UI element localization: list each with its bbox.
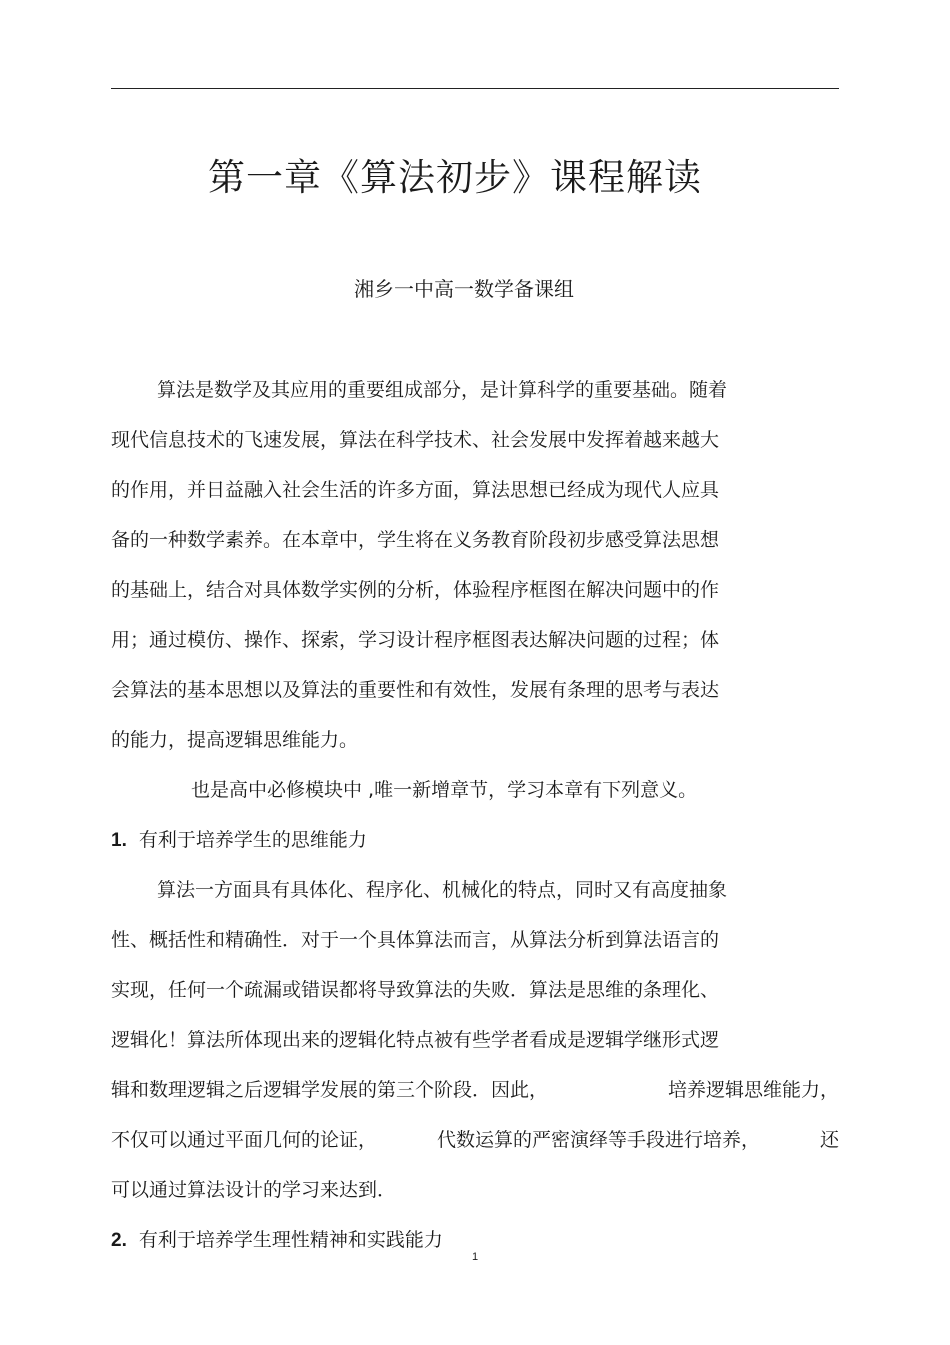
section-1-line-segment: 代数运算的严密演绎等手段进行培养，: [436, 1129, 760, 1151]
section-1-line: [111, 1122, 839, 1172]
section-1-line-segment: 辑和数理逻辑之后逻辑学发展的第三个阶段．因此，: [111, 1079, 549, 1101]
paragraph-1-line: 的能力，提高逻辑思维能力。: [111, 729, 359, 751]
section-1-number: 1.: [111, 830, 127, 851]
section-2-heading-text: 有利于培养学生理性精神和实践能力: [138, 1229, 443, 1251]
section-1-line: 实现，任何一个疏漏或错误都将导致算法的失败．算法是思维的条理化、: [111, 979, 720, 1001]
paragraph-1-line: 的基础上，结合对具体数学实例的分析，体验程序框图在解决问题中的作: [111, 579, 720, 601]
paragraph-1-line: 会算法的基本思想以及算法的重要性和有效性，发展有条理的思考与表达: [111, 679, 720, 701]
paragraph-1-line: 的作用，并日益融入社会生活的许多方面，算法思想已经成为现代人应具: [111, 479, 720, 501]
paragraph-1-line: 用；通过模仿、操作、探索，学习设计程序框图表达解决问题的过程；体: [111, 629, 720, 651]
page-number: 1: [471, 1251, 479, 1263]
section-1-line: 性、概括性和精确性．对于一个具体算法而言，从算法分析到算法语言的: [111, 929, 720, 951]
body-text: [111, 372, 839, 1272]
section-1-line-segment: 还: [819, 1129, 839, 1151]
section-1-line: 可以通过算法设计的学习来达到．: [111, 1179, 397, 1201]
paragraph-1-line: 算法是数学及其应用的重要组成部分，是计算科学的重要基础。随着: [157, 379, 728, 401]
page-subtitle: 湘乡一中高一数学备课组: [354, 277, 574, 301]
section-1-line-segment: 培养逻辑思维能力，: [667, 1079, 839, 1101]
paragraph-1-line: 备的一种数学素养。在本章中，学生将在义务教育阶段初步感受算法思想: [111, 529, 720, 551]
section-1-line: 算法一方面具有具体化、程序化、机械化的特点，同时又有高度抽象: [157, 879, 728, 901]
paragraph-1-line: 现代信息技术的飞速发展，算法在科学技术、社会发展中发挥着越来越大: [111, 429, 720, 451]
section-2-number: 2.: [111, 1230, 127, 1251]
paragraph-2: 也是高中必修模块中 ,唯一新增章节，学习本章有下列意义。: [191, 779, 698, 801]
section-1-line: 逻辑化！算法所体现出来的逻辑化特点被有些学者看成是逻辑学继形式逻: [111, 1029, 720, 1051]
section-1-line: [111, 1072, 839, 1122]
section-1-heading-text: 有利于培养学生的思维能力: [138, 829, 367, 851]
page-title: 第一章《算法初步》课程解读: [208, 156, 702, 199]
section-1-heading: [111, 822, 839, 872]
header-rule: [111, 88, 839, 89]
section-2-heading: [111, 1222, 839, 1272]
section-1-line-segment: 不仅可以通过平面几何的论证，: [111, 1129, 378, 1151]
